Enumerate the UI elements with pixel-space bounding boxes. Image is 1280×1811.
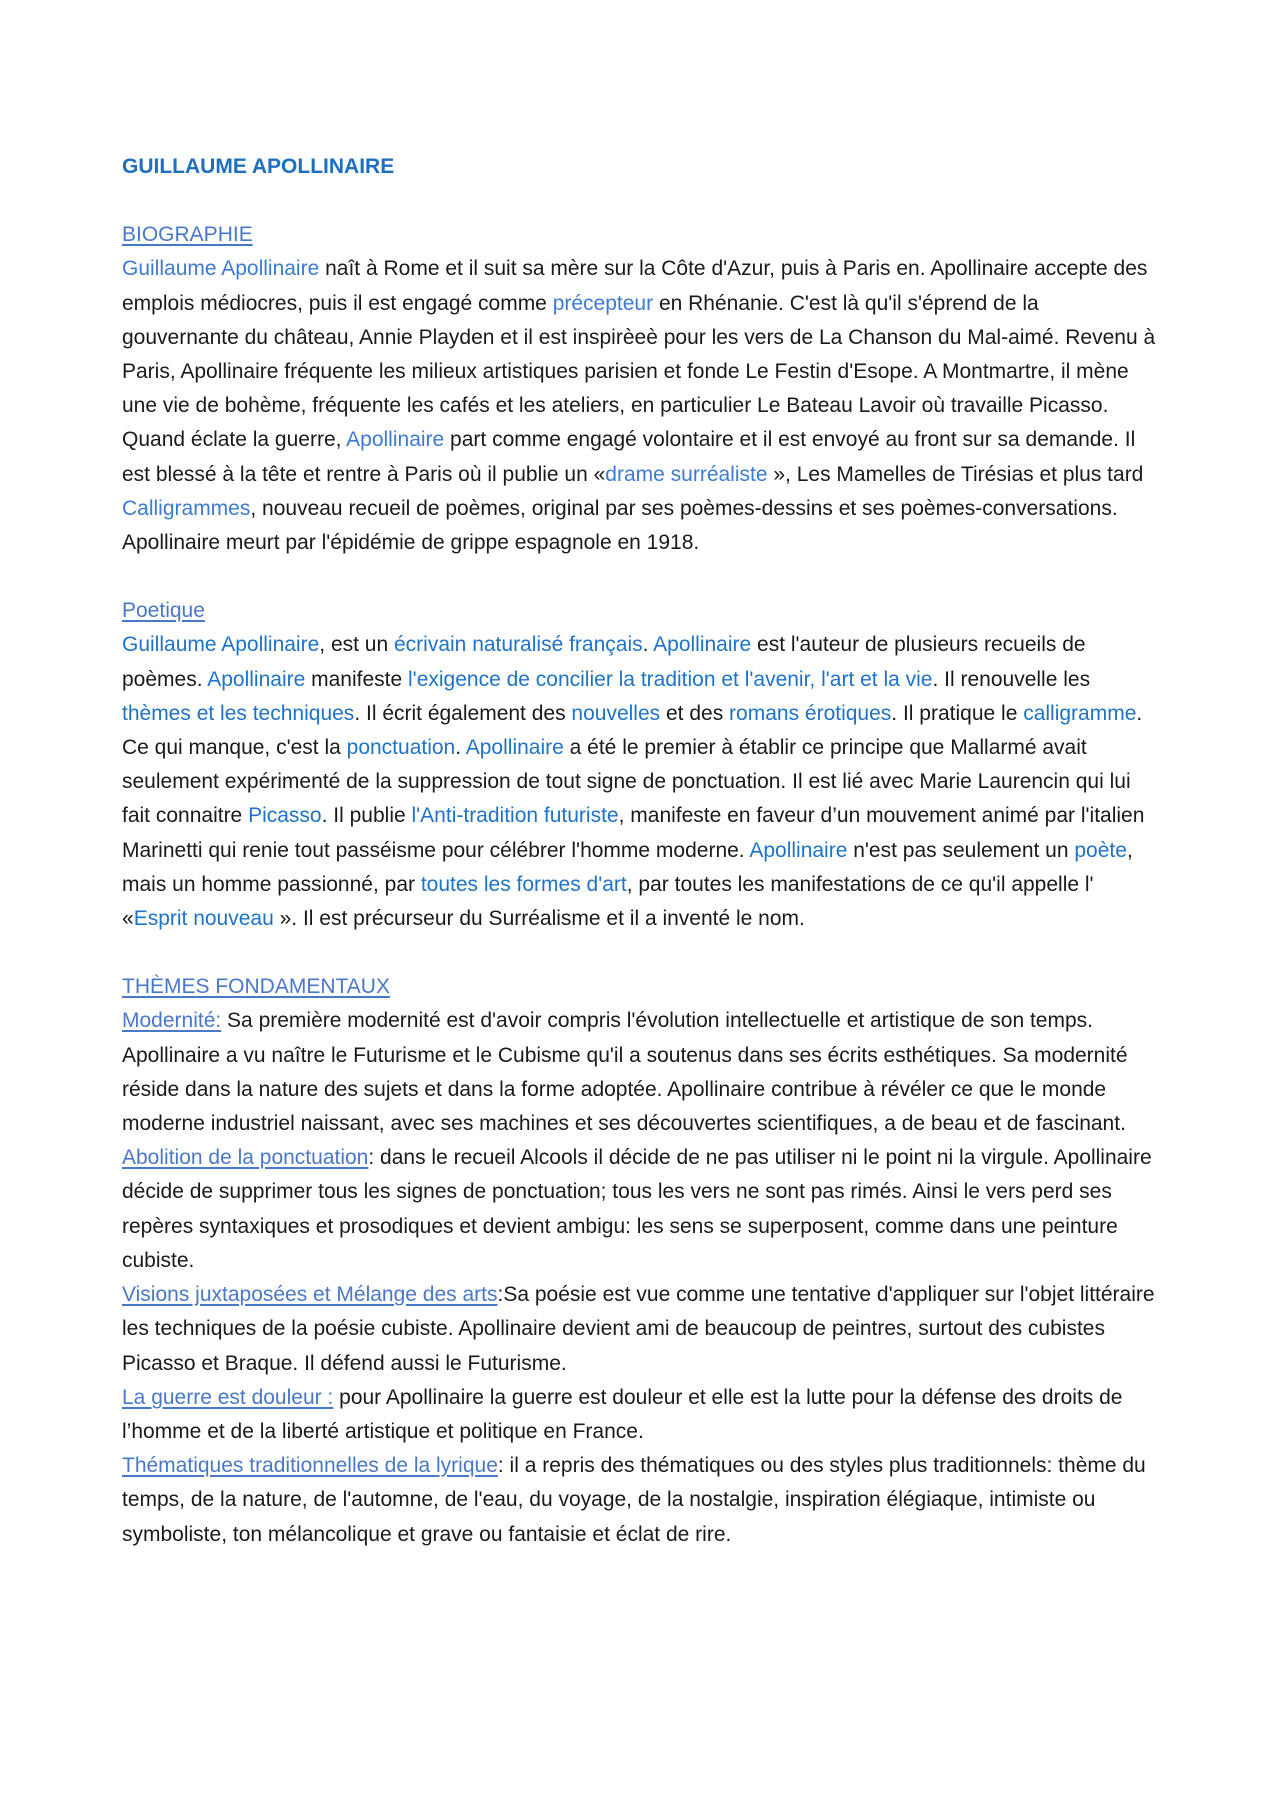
section-poetique xyxy=(122,594,1160,936)
text-run: naît à Rome et il suit sa mère sur la Côte d'Azur, puis à Paris en. Apollinaire accepte des emplois médiocres, puis il est engagé comme xyxy=(122,257,1148,315)
text-run: et des xyxy=(660,701,730,725)
text-run: , mais un homme passionné, par xyxy=(122,838,1133,896)
theme-text: : il a repris des thématiques ou des styles plus traditionnels: thème du temps, de la nature, de l'automne, de l'eau, du voyage, de la nostalgie, inspiration élégiaque, intimiste ou symboliste, ton mélancolique et grave ou fantaisie et éclat de rire. xyxy=(122,1454,1146,1546)
text-run: , est un xyxy=(319,633,394,657)
text-run: ». Il est précurseur du Surréalisme et il a inventé le nom. xyxy=(279,907,805,931)
link-calligramme[interactable]: calligramme xyxy=(1023,701,1137,725)
theme-visions-juxtaposees xyxy=(122,1278,1160,1381)
text-run: . Il renouvelle les xyxy=(932,667,1091,691)
text-run: part comme engagé volontaire et il est envoyé au front sur sa demande. Il est blessé à la tête et rentre à Paris où il publie un « xyxy=(122,428,1136,486)
theme-label-guerre[interactable]: La guerre est douleur : xyxy=(122,1385,334,1409)
text-run: . xyxy=(455,736,466,760)
link-apollinaire[interactable]: Apollinaire xyxy=(653,633,752,657)
document-title: GUILLAUME APOLLINAIRE xyxy=(122,155,395,178)
link-calligrammes[interactable]: Calligrammes xyxy=(122,496,251,520)
theme-thematiques-traditionnelles xyxy=(122,1449,1160,1552)
theme-label-visions[interactable]: Visions juxtaposées et Mélange des arts xyxy=(122,1283,498,1307)
paragraph-poetique xyxy=(122,628,1160,936)
link-romans-erotiques[interactable]: romans érotiques xyxy=(729,701,892,725)
link-drame-surrealiste[interactable]: drame surréaliste xyxy=(605,462,774,486)
link-precepteur[interactable]: précepteur xyxy=(552,291,654,315)
text-run: . xyxy=(642,633,654,657)
theme-label-abolition[interactable]: Abolition de la ponctuation xyxy=(122,1146,369,1170)
text-run: , par toutes les manifestations de ce qu'il appelle l' « xyxy=(122,872,1094,931)
heading-themes[interactable]: THÈMES FONDAMENTAUX xyxy=(122,975,390,999)
text-run: , nouveau recueil de poèmes, original par ses poèmes-dessins et ses poèmes-conversations. Apollinaire meurt par l'épidémie de grippe espagnole en 1918. xyxy=(122,496,1118,555)
heading-poetique[interactable]: Poetique xyxy=(122,599,205,623)
link-guillaume-apollinaire[interactable]: Guillaume Apollinaire xyxy=(122,633,320,657)
link-apollinaire[interactable]: Apollinaire xyxy=(749,838,848,862)
theme-label-thematiques[interactable]: Thématiques traditionnelles de la lyrique xyxy=(122,1454,498,1478)
link-poete[interactable]: poète xyxy=(1074,838,1127,862)
text-run: . Il écrit également des xyxy=(354,701,572,725)
link-anti-tradition-futuriste[interactable]: l'Anti-tradition futuriste xyxy=(411,804,619,828)
text-run: manifeste xyxy=(305,667,409,691)
text-run: , manifeste en faveur d’un mouvement animé par l'italien Marinetti qui renie tout passéisme pour célébrer l'homme moderne. xyxy=(122,804,1145,862)
theme-guerre-douleur xyxy=(122,1381,1160,1449)
link-exigence-tradition[interactable]: l'exigence de concilier la tradition et l'avenir, l'art et la vie xyxy=(408,667,933,691)
link-apollinaire[interactable]: Apollinaire xyxy=(207,667,306,691)
theme-text: Sa première modernité est d'avoir compris l'évolution intellectuelle et artistique de son temps. Apollinaire a vu naître le Futurisme et le Cubisme qu'il a soutenus dans ses écrits esthétiques. Sa modernité réside dans la nature des sujets et dans la forme adoptée. Apollinaire contribue à révéler ce que le monde moderne industriel naissant, avec ses machines et ses découvertes scientifiques, a de beau et de fascinant. xyxy=(122,1009,1128,1136)
theme-abolition-ponctuation xyxy=(122,1141,1160,1278)
theme-modernite xyxy=(122,1004,1160,1141)
link-themes-techniques[interactable]: thèmes et les techniques xyxy=(122,701,355,725)
theme-label-modernite[interactable]: Modernité: xyxy=(122,1009,222,1033)
link-nouvelles[interactable]: nouvelles xyxy=(571,701,661,725)
section-themes xyxy=(122,970,1160,1551)
text-run: . Ce qui manque, c'est la xyxy=(122,701,1143,760)
heading-biographie[interactable]: BIOGRAPHIE xyxy=(122,223,253,247)
text-run: en Rhénanie. C'est là qu'il s'éprend de la gouvernante du château, Annie Playden et il est inspirèeè pour les vers de La Chanson du Mal-aimé. Revenu à Paris, Apollinaire fréquente les milieux artistiques parisien et fonde Le Festin d'Esope. A Montmartre, il mène une vie de bohème, fréquente les cafés et les ateliers, en particulier Le Bateau Lavoir où travaille Picasso. Quand éclate la guerre, xyxy=(122,291,1156,452)
section-biographie xyxy=(122,218,1160,560)
text-run: a été le premier à établir ce principe que Mallarmé avait seulement expérimenté de la suppression de tout signe de ponctuation. Il est lié avec Marie Laurencin qui lui fait connaitre xyxy=(122,736,1131,828)
link-ecrivain-naturalise[interactable]: écrivain naturalisé français xyxy=(394,633,643,657)
link-apollinaire[interactable]: Apollinaire xyxy=(465,736,564,760)
text-run: », Les Mamelles de Tirésias et plus tard xyxy=(773,462,1144,486)
text-run: . Il pratique le xyxy=(891,701,1024,725)
text-run: est l'auteur de plusieurs recueils de poèmes. xyxy=(122,633,1086,691)
theme-text: : dans le recueil Alcools il décide de ne pas utiliser ni le point ni la virgule. Apollinaire décide de supprimer tous les signes de ponctuation; tous les vers ne sont pas rimés. Ainsi le vers perd ses repères syntaxiques et prosodiques et devient ambigu: les sens se superposent, comme dans une peinture cubiste. xyxy=(122,1146,1152,1272)
link-esprit-nouveau[interactable]: Esprit nouveau xyxy=(133,907,280,931)
theme-text: :Sa poésie est vue comme une tentative d'appliquer sur l'objet littéraire les techniques de la poésie cubiste. Apollinaire devient ami de beaucoup de peintres, surtout des cubistes Picasso et Braque. Il défend aussi le Futurisme. xyxy=(122,1283,1155,1375)
link-picasso[interactable]: Picasso xyxy=(248,804,322,828)
text-run: . Il publie xyxy=(321,804,412,828)
text-run: n'est pas seulement un xyxy=(847,838,1075,862)
link-apollinaire[interactable]: Apollinaire xyxy=(346,428,445,452)
link-guillaume-apollinaire[interactable]: Guillaume Apollinaire xyxy=(122,257,320,281)
paragraph-biographie xyxy=(122,252,1160,560)
link-ponctuation[interactable]: ponctuation xyxy=(346,736,456,760)
link-formes-art[interactable]: toutes les formes d'art xyxy=(420,872,627,896)
theme-text: pour Apollinaire la guerre est douleur et elle est la lutte pour la défense des droits de l’homme et de la liberté artistique et politique en France. xyxy=(122,1385,1123,1443)
